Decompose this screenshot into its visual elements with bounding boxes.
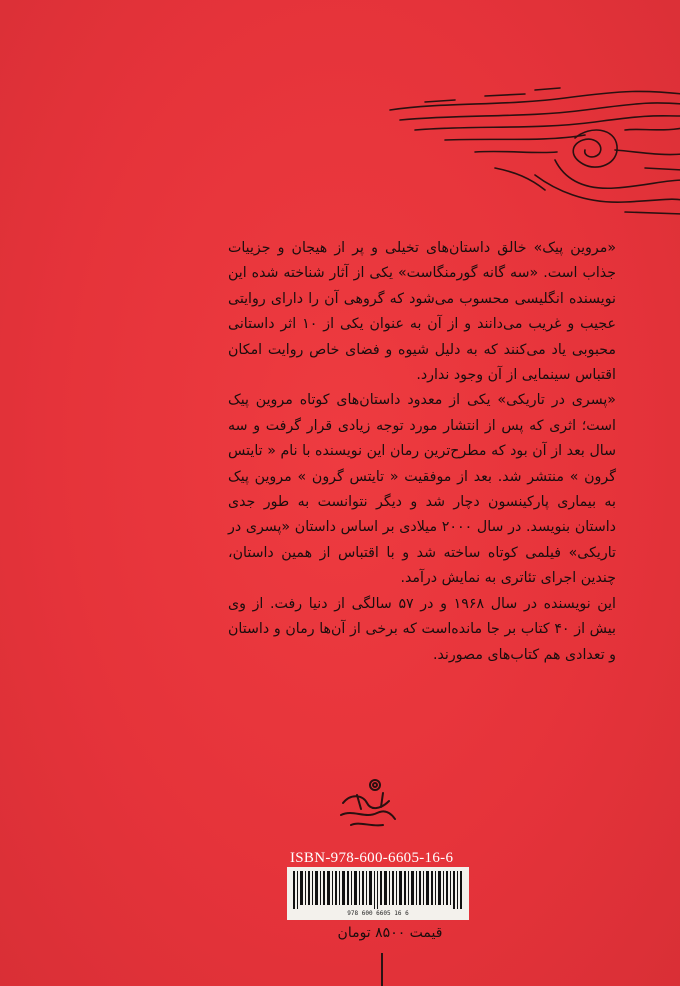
publisher-logo-icon	[337, 775, 399, 835]
divider	[381, 953, 383, 986]
barcode	[287, 867, 469, 920]
wood-grain-illustration	[385, 80, 680, 220]
blurb-text	[228, 236, 616, 668]
barcode-number: 978 600 6605 16 6	[347, 910, 409, 917]
price-label: قیمت ۸۵۰۰ تومان	[337, 925, 443, 941]
isbn-text: ISBN-978-600-6605-16-6	[290, 850, 454, 866]
barcode-icon	[293, 871, 463, 909]
blurb-paragraph: «پسری در تاریکی» یکی از معدود داستان‌های کوتاه مروین پیک است؛ اثری که پس از انتشار مورد توجه زیادی قرار گرفت و سه سال بعد از آن بود که مطرح‌ترین رمان این نویسنده با نام « تایتس گرون » منتشر شد. بعد از موفقیت « تایتس گرون » مروین پیک به بیماری پارکینسون دچار شد و دیگر نتوانست به طور جدی داستان بنویسد. در سال ۲۰۰۰ میلادی بر اساس داستان «پسری در تاریکی» فیلمی کوتاه ساخته شد و با اقتباس از همین داستان، چندین اجرای تئاتری به نمایش درآمد.	[228, 392, 616, 587]
blurb-paragraph: «مروین پیک» خالق داستان‌های تخیلی و پر از هیجان و جزییات جذاب است. «سه گانه گورمنگاست» یکی از آثار شناخته شده این نویسنده انگلیسی محسوب می‌شود که گروهی آن را دارای روایتی عجیب و غریب می‌دانند و از آن به عنوان یکی از ۱۰ اثر داستانی محبوبی یاد می‌کنند که به دلیل شیوه و فضای خاص روایت امکان اقتباس سینمایی از آن وجود ندارد.	[228, 240, 616, 384]
blurb-paragraph: این نویسنده در سال ۱۹۶۸ و در ۵۷ سالگی از دنیا رفت. از وی بیش از ۴۰ کتاب بر جا مانده‌است که برخی از آن‌ها رمان و داستان و تعدادی هم کتاب‌های مصورند.	[228, 595, 617, 663]
